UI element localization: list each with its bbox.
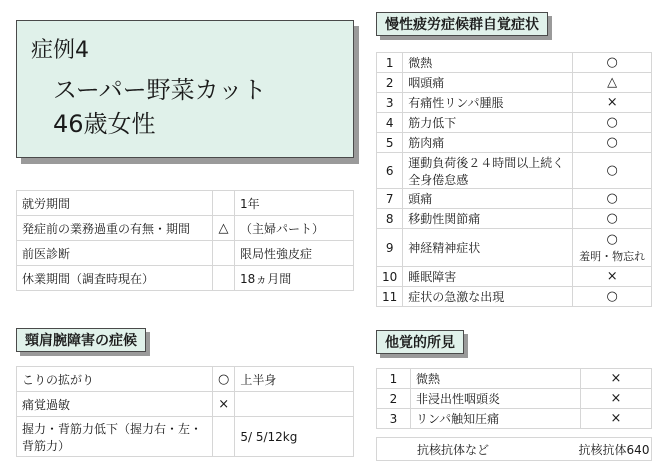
case-title-box: [16, 20, 354, 158]
findings-table: [376, 368, 652, 429]
fatigue-symptom-note: 羞明・物忘れ: [579, 249, 646, 263]
fatigue-symptom-mark: ○: [573, 209, 652, 229]
fatigue-symptom-mark: ○: [573, 189, 652, 209]
work-info-value: （主婦パート）: [235, 216, 354, 241]
work-info-label: 発症前の業務過重の有無・期間: [17, 216, 213, 241]
antibody-value: 抗核抗体640: [578, 442, 650, 457]
fatigue-symptom-no: 11: [377, 287, 403, 307]
case-title: [53, 73, 266, 141]
case-label: 症例4: [31, 38, 89, 63]
work-info-mark: [213, 241, 235, 266]
fatigue-symptom-mark: ○: [573, 287, 652, 307]
neck-symptom-value: 上半身: [235, 367, 354, 392]
fatigue-symptom-name: 有痛性リンパ腫脹: [403, 93, 573, 113]
fatigue-symptom-mark: ×: [573, 267, 652, 287]
fatigue-section-header: 慢性疲労症候群自覚症状: [376, 12, 548, 36]
fatigue-symptom-mark: ×: [573, 93, 652, 113]
fatigue-symptom-name: 神経精神症状: [403, 229, 573, 267]
table-row: [377, 287, 652, 307]
fatigue-symptom-name: 筋力低下: [403, 113, 573, 133]
fatigue-symptom-table: [376, 52, 652, 307]
fatigue-symptom-mark: △: [573, 73, 652, 93]
neck-symptom-value: 5/ 5/12kg: [235, 417, 354, 457]
neck-symptom-label: 痛覚過敏: [17, 392, 213, 417]
table-row: [377, 409, 652, 429]
neck-symptom-mark: ○: [213, 367, 235, 392]
table-row: [377, 93, 652, 113]
fatigue-symptom-no: 2: [377, 73, 403, 93]
table-row: [377, 73, 652, 93]
finding-name: リンパ触知圧痛: [411, 409, 581, 429]
work-info-label: 休業期間（調査時現在）: [17, 266, 213, 291]
findings-section-header: 他覚的所見: [376, 330, 464, 354]
neck-symptom-value: [235, 392, 354, 417]
fatigue-symptom-mark: ○: [573, 153, 652, 189]
fatigue-symptom-name: 微熱: [403, 53, 573, 73]
antibody-label: 抗核抗体など: [417, 442, 490, 457]
work-info-value: 1年: [235, 191, 354, 216]
table-row: [377, 113, 652, 133]
fatigue-symptom-no: 6: [377, 153, 403, 189]
fatigue-symptom-mark: ○: [573, 133, 652, 153]
table-row: [17, 191, 354, 216]
table-row: [377, 229, 652, 267]
fatigue-symptom-no: 8: [377, 209, 403, 229]
fatigue-symptom-name: 症状の急激な出現: [403, 287, 573, 307]
table-row: [17, 266, 354, 291]
fatigue-symptom-no: 10: [377, 267, 403, 287]
finding-mark: ×: [581, 389, 652, 409]
fatigue-symptom-name: 咽頭痛: [403, 73, 573, 93]
table-row: [377, 209, 652, 229]
work-info-mark: [213, 266, 235, 291]
finding-no: 3: [377, 409, 411, 429]
finding-name: 微熱: [411, 369, 581, 389]
fatigue-symptom-name: 睡眠障害: [403, 267, 573, 287]
fatigue-symptom-mark: ○: [606, 231, 618, 247]
fatigue-symptom-name: 運動負荷後２４時間以上続く全身倦怠感: [403, 153, 573, 189]
fatigue-symptom-mark: ○: [573, 113, 652, 133]
fatigue-symptom-no: 4: [377, 113, 403, 133]
neck-symptom-table: [16, 366, 354, 457]
finding-mark: ×: [581, 409, 652, 429]
work-info-label: 就労期間: [17, 191, 213, 216]
fatigue-symptom-no: 5: [377, 133, 403, 153]
work-info-value: 限局性強皮症: [235, 241, 354, 266]
fatigue-symptom-name: 筋肉痛: [403, 133, 573, 153]
work-info-mark: △: [213, 216, 235, 241]
fatigue-symptom-name: 頭痛: [403, 189, 573, 209]
fatigue-symptom-name: 移動性関節痛: [403, 209, 573, 229]
table-row: [17, 367, 354, 392]
neck-symptom-mark: [213, 417, 235, 457]
work-info-value: 18ヵ月間: [235, 266, 354, 291]
fatigue-symptom-no: 1: [377, 53, 403, 73]
case-title-line-1: スーパー野菜カット: [53, 76, 267, 104]
table-row: [377, 369, 652, 389]
work-info-mark: [213, 191, 235, 216]
fatigue-symptom-no: 9: [377, 229, 403, 267]
table-row: [377, 133, 652, 153]
fatigue-symptom-no: 7: [377, 189, 403, 209]
finding-name: 非浸出性咽頭炎: [411, 389, 581, 409]
table-row: [377, 189, 652, 209]
neck-symptom-label: こりの拡がり: [17, 367, 213, 392]
table-row: [377, 153, 652, 189]
work-info-table: [16, 190, 354, 291]
table-row: [377, 53, 652, 73]
antibody-row: [376, 437, 652, 461]
table-row: [17, 417, 354, 457]
neck-symptom-label: 握力・背筋力低下（握力右・左・背筋力）: [17, 417, 213, 457]
table-row: [17, 241, 354, 266]
finding-mark: ×: [581, 369, 652, 389]
table-row: [377, 267, 652, 287]
finding-no: 1: [377, 369, 411, 389]
fatigue-symptom-no: 3: [377, 93, 403, 113]
neck-symptom-mark: ×: [213, 392, 235, 417]
fatigue-symptom-mark: ○: [573, 53, 652, 73]
work-info-label: 前医診断: [17, 241, 213, 266]
case-title-line-2: 46歳女性: [53, 110, 156, 138]
table-row: [377, 389, 652, 409]
table-row: [17, 392, 354, 417]
finding-no: 2: [377, 389, 411, 409]
neck-section-header: 頸肩腕障害の症候: [16, 328, 146, 352]
table-row: [17, 216, 354, 241]
fatigue-symptom-mark-cell: [573, 229, 652, 267]
